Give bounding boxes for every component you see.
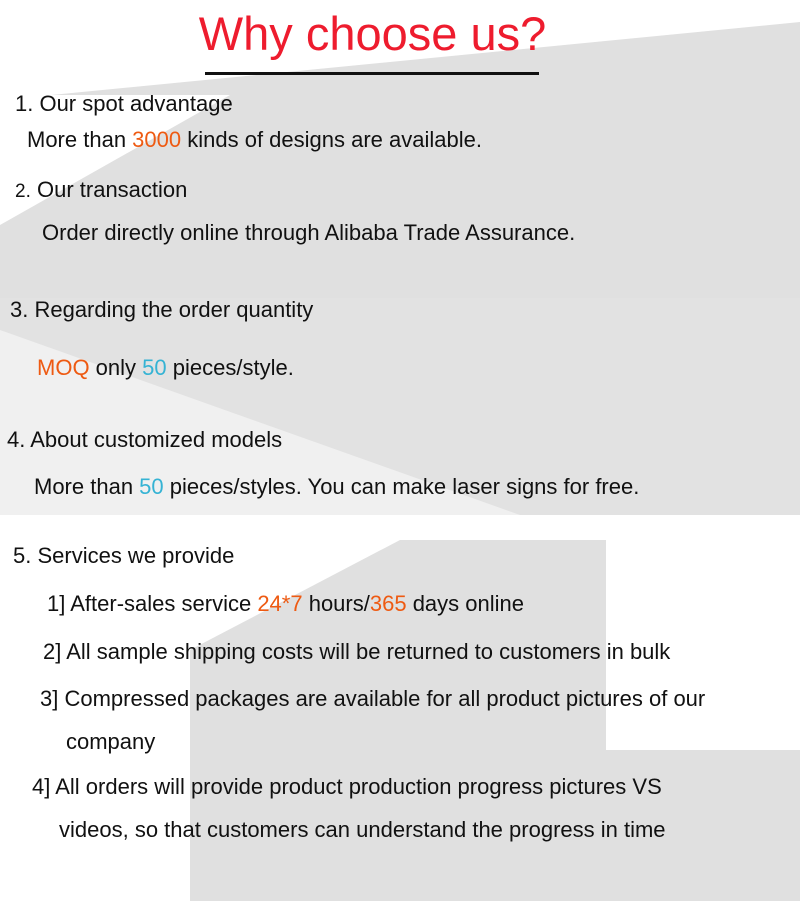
section-3-heading: 3. Regarding the order quantity [10, 297, 314, 322]
section-3-line: MOQ only 50 pieces/style. [37, 355, 294, 380]
service-item-2: 2] All sample shipping costs will be returned to customers in bulk [43, 639, 671, 664]
service-item-1: 1] After-sales service 24*7 hours/365 days online [47, 591, 524, 616]
highlight-number: 365 [369, 591, 407, 616]
section-2-line: Order directly online through Alibaba Trade Assurance. [42, 220, 576, 245]
highlight-number: 50 [139, 474, 164, 499]
bg-gray-band-upper [0, 22, 800, 298]
highlight-number: 24*7 [257, 591, 303, 616]
section-4-heading: 4. About customized models [7, 427, 283, 452]
highlight-number: 50 [142, 355, 167, 380]
title-underline [205, 72, 539, 75]
section-2-heading: 2. Our transaction [15, 177, 188, 202]
service-item-4-line-2: videos, so that customers can understand the progress in time [59, 817, 666, 842]
service-item-4-line-1: 4] All orders will provide product production progress pictures VS [32, 774, 662, 799]
section-1-line: More than 3000 kinds of designs are available. [27, 127, 482, 152]
service-item-3-line-2: company [66, 729, 156, 754]
highlight-number: 3000 [132, 127, 182, 152]
highlight-moq: MOQ [37, 355, 90, 380]
section-1-heading: 1. Our spot advantage [15, 91, 233, 116]
service-item-3-line-1: 3] Compressed packages are available for all product pictures of our [40, 686, 706, 711]
section-4-line: More than 50 pieces/styles. You can make laser signs for free. [34, 474, 640, 499]
section-5-heading: 5. Services we provide [13, 543, 235, 568]
page-title: Why choose us? [198, 7, 547, 60]
